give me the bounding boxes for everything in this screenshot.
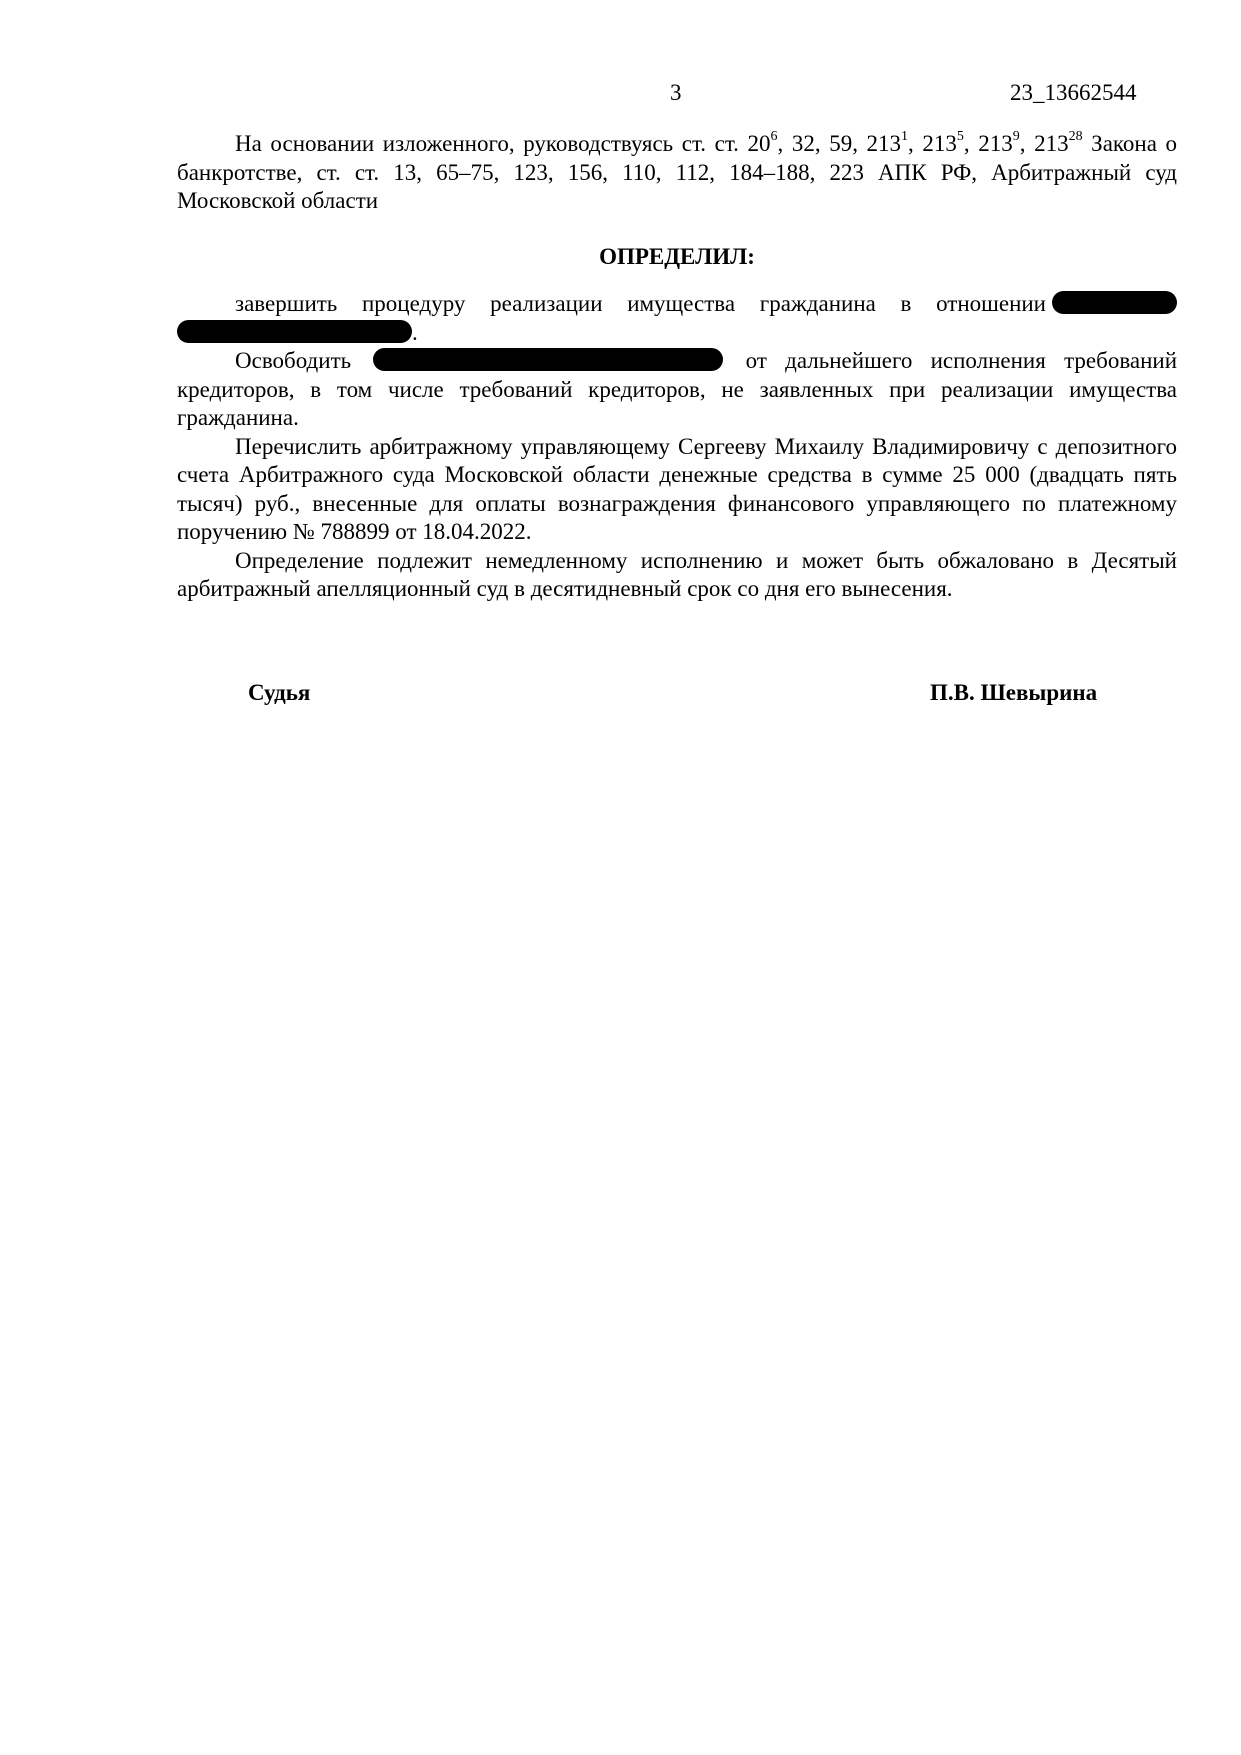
document-body [177,130,1177,604]
redaction-bar [1052,291,1177,314]
judge-title: Судья [248,680,311,705]
intro-paragraph [177,130,1177,216]
ruling-paragraph-4: Определение подлежит немедленному исполнению и может быть обжаловано в Десятый арбитражный апелляционный суд в десятидневный срок со дня его вынесения. [177,547,1177,601]
judge-name: П.В. Шевырина [930,680,1098,705]
ruling-paragraph-2 [177,347,1177,433]
case-number: 23_13662544 [1010,80,1137,105]
redaction-bar [373,348,723,371]
paragraph-text: от дальнейшего исполнения требований кредиторов, в том числе требований кредиторов, не заявленных при реализации имущества гражданина. [177,348,1178,430]
paragraph-text: Освободить [235,348,352,373]
ruling-paragraph-1 [177,290,1177,347]
intro-text: , 32, 59, 213 [777,131,902,156]
intro-text: , 213 [963,131,1013,156]
intro-text: , 213 [1019,131,1069,156]
intro-text: На основании изложенного, руководствуясь ст. ст. 20 [235,131,771,156]
paragraph-text: . [412,319,418,345]
superscript: 28 [1068,129,1083,145]
ruling-heading: ОПРЕДЕЛИЛ: [599,243,755,269]
paragraph-text: завершить процедуру реализации имущества гражданина в отношении [235,291,1046,316]
intro-text: , 213 [908,131,957,156]
superscript: 6 [770,129,778,145]
superscript: 9 [1012,129,1020,145]
page-number: 3 [670,80,682,105]
ruling-paragraph-3: Перечислить арбитражному управляющему Сергееву Михаилу Владимировичу с депозитного счета Арбитражного суда Московской области денежные средства в сумме 25 000 (двадцать пять тысяч) руб., внесенные для оплаты вознаграждения финансового управляющего по платежному поручению № 788899 от 18.04.2022. [177,433,1177,544]
superscript: 5 [956,129,964,145]
superscript: 1 [901,129,909,145]
redaction-bar [177,320,412,343]
intro-text: Закона о банкротстве, ст. ст. 13, 65–75, 123, 156, 110, 112, 184–188, 223 АПК РФ, Арбитражный суд Московской области [177,131,1178,213]
